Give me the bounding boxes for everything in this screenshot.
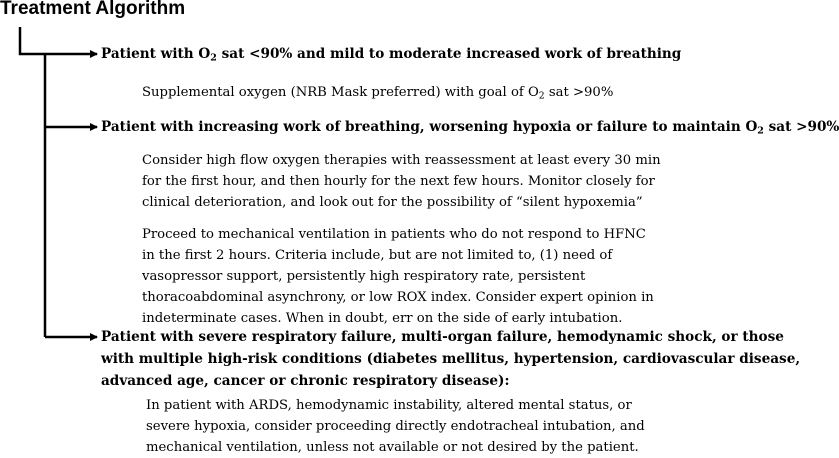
- connector-1: [20, 27, 97, 54]
- step-3-heading: Patient with severe respiratory failure, multi-organ failure, hemodynamic shock, or those with multiple high-risk conditions (diabetes mellitus, hypertension, cardiovascular disease, advanced age, cancer or chronic respiratory disease):: [101, 329, 801, 389]
- step-2-paragraph-2: Proceed to mechanical ventilation in patients who do not respond to HFNC in the first 2 hours. Criteria include, but are not limited to, (1) need of vasopressor support, persistently high respiratory rate, persistent thoracoabdominal asynchrony, or low ROX index. Consider expert opinion in indeterminate cases. When in doubt, err on the side of early intubation.: [142, 227, 654, 326]
- diagram-title: Treatment Algorithm: [0, 0, 186, 19]
- step-1-heading: Patient with $O_2$ sat <90% and mild to moderate increased work of breathing: [101, 46, 682, 64]
- step-2-heading: Patient with increasing work of breathing, worsening hypoxia or failure to maintain $O_2$ sat >90%: [101, 119, 839, 137]
- step-1-body: Supplemental oxygen (NRB Mask preferred) with goal of $O_2$ sat >90%: [142, 85, 614, 102]
- step-3-body: In patient with ARDS, hemodynamic instability, altered mental status, or severe hypoxia, consider proceeding directly endotracheal intubation, and mechanical ventilation, unless not available or not desired by the patient.: [146, 398, 645, 455]
- step-2-paragraph-1: Consider high flow oxygen therapies with reassessment at least every 30 min for the first hour, and then hourly for the next few hours. Monitor closely for clinical deterioration, and look out for the possibility of “silent hypoxemia”: [142, 153, 661, 210]
